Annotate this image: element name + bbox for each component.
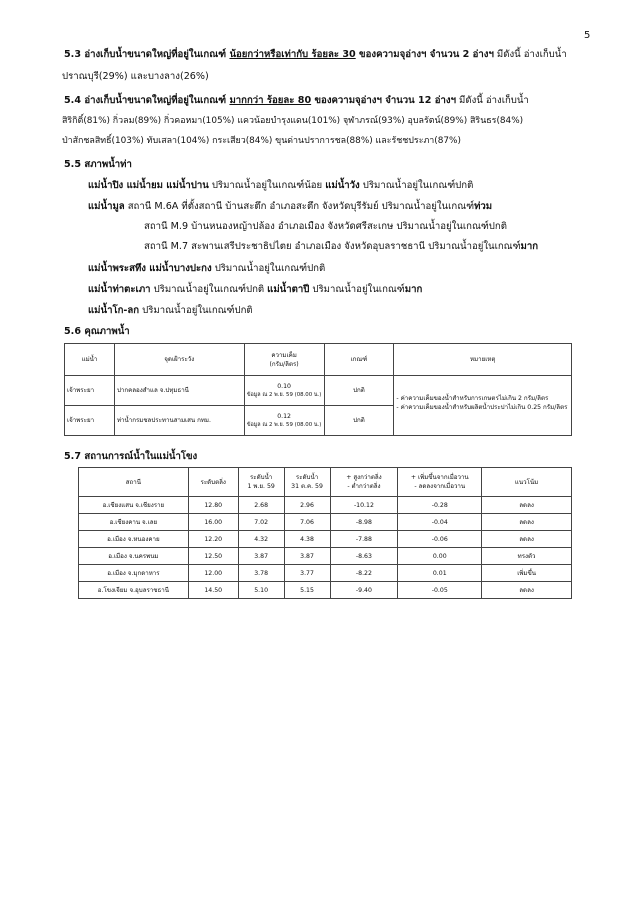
table-cell: อ.โขงเจียม จ.อุบลราชธานี	[79, 582, 189, 599]
mekong-table	[78, 467, 572, 599]
table-row	[79, 514, 572, 531]
cell-point: ปากคลองสำแล จ.ปทุมธานี	[114, 376, 244, 406]
section-5-3-line1	[64, 48, 567, 61]
flow-line-5: แม่น้ำพระสทึง แม่น้ำบางปะกง ปริมาณน้ำอยู่ในเกณฑ์ปกติ	[88, 263, 326, 274]
flow-line-3: สถานี M.9 บ้านหนองหญ้าปล้อง อำเภอเมือง จังหวัดศรีสะเกษ ปริมาณน้ำอยู่ในเกณฑ์ปกติ	[144, 221, 507, 232]
col-level-2: ระดับน้ำ 31 ต.ค. 59	[284, 468, 330, 497]
col-change: + เพิ่มขึ้นจากเมื่อวาน - ลดลงจากเมื่อวาน	[398, 468, 482, 497]
section-5-4-line1	[64, 94, 529, 107]
cell-point: ท่าน้ำกรมชลประทานสามเสน กทม.	[114, 406, 244, 436]
cell-notes: - ค่าความเค็มของน้ำสำหรับการเกษตรไม่เกิน 2 กรัม/ลิตร - ค่าความเค็มของน้ำสำหรับผลิตน้ำประปาไม่เกิน 0.25 กรัม/ลิตร	[394, 376, 572, 436]
table-cell: 0.01	[398, 565, 482, 582]
col-bank-level: ระดับตลิ่ง	[188, 468, 238, 497]
table-cell: 3.78	[238, 565, 284, 582]
s54-c: ของความจุอ่างฯ จำนวน 12 อ่างฯ	[311, 95, 456, 106]
col-trend: แนวโน้ม	[482, 468, 572, 497]
table-cell: -0.04	[398, 514, 482, 531]
table-cell: 12.00	[188, 565, 238, 582]
section-5-6-title: 5.6 คุณภาพน้ำ	[64, 326, 130, 337]
table-cell: -9.40	[330, 582, 398, 599]
col-level-1: ระดับน้ำ 1 พ.ย. 59	[238, 468, 284, 497]
table-cell: 0.00	[398, 548, 482, 565]
table-cell: 4.32	[238, 531, 284, 548]
table-cell: 2.68	[238, 497, 284, 514]
table-cell: ลดลง	[482, 582, 572, 599]
section-5-7-title: 5.7 สถานการณ์น้ำในแม่น้ำโขง	[64, 451, 198, 462]
table-cell: 3.77	[284, 565, 330, 582]
page-number: 5	[584, 30, 591, 41]
water-quality-table	[64, 343, 572, 436]
table-cell: 7.02	[238, 514, 284, 531]
cell-criteria: ปกติ	[324, 376, 394, 406]
table-cell: -8.98	[330, 514, 398, 531]
s53-d: มีดังนี้ อ่างเก็บน้ำ	[493, 49, 567, 60]
table-cell: 2.96	[284, 497, 330, 514]
table-cell: -0.06	[398, 531, 482, 548]
section-5-5-title: 5.5 สภาพน้ำท่า	[64, 159, 132, 170]
flow-line-4: สถานี M.7 สะพานเสรีประชาธิปไตย อำเภอเมือง จังหวัดอุบลราชธานี ปริมาณน้ำอยู่ในเกณฑ์มาก	[144, 241, 539, 252]
table-row	[65, 376, 572, 406]
cell-criteria: ปกติ	[324, 406, 394, 436]
table-cell: 16.00	[188, 514, 238, 531]
col-station: สถานี	[79, 468, 189, 497]
table-row	[79, 582, 572, 599]
col-river: แม่น้ำ	[65, 344, 115, 376]
col-diff: + สูงกว่าตลิ่ง - ต่ำกว่าตลิ่ง	[330, 468, 398, 497]
table-cell: 4.38	[284, 531, 330, 548]
table-cell: ลดลง	[482, 514, 572, 531]
table-cell: 3.87	[238, 548, 284, 565]
table-cell: อ.เชียงแสน จ.เชียงราย	[79, 497, 189, 514]
table-cell: -0.05	[398, 582, 482, 599]
col-criteria: เกณฑ์	[324, 344, 394, 376]
s54-b: มากกว่า ร้อยละ 80	[229, 95, 312, 106]
table-cell: ทรงตัว	[482, 548, 572, 565]
s53-b: น้อยกว่าหรือเท่ากับ ร้อยละ 30	[229, 49, 356, 60]
table-cell: ลดลง	[482, 497, 572, 514]
table-row	[79, 497, 572, 514]
col-point: จุดเฝ้าระวัง	[114, 344, 244, 376]
table-cell: 3.87	[284, 548, 330, 565]
table-row	[79, 531, 572, 548]
flow-line-2: แม่น้ำมูล สถานี M.6A ที่ตั้งสถานี บ้านสะตึก อำเภอสะตึก จังหวัดบุรีรัมย์ ปริมาณน้ำอยู่ในเกณฑ์ท่วม	[88, 201, 493, 212]
table-cell: อ.เชียงคาน จ.เลย	[79, 514, 189, 531]
table-cell: 5.10	[238, 582, 284, 599]
table-header	[79, 468, 572, 497]
table-cell: -10.12	[330, 497, 398, 514]
cell-river: เจ้าพระยา	[65, 376, 115, 406]
flow-line-6: แม่น้ำท่าตะเภา ปริมาณน้ำอยู่ในเกณฑ์ปกติ แม่น้ำตาปี ปริมาณน้ำอยู่ในเกณฑ์มาก	[88, 284, 423, 295]
table-cell: -8.63	[330, 548, 398, 565]
table-cell: 5.15	[284, 582, 330, 599]
table-cell: 12.80	[188, 497, 238, 514]
section-5-4-line2: สิริกิติ์(81%) กิ่วลม(89%) กิ่วคอหมา(105%) แควน้อยบำรุงแดน(101%) จุฬาภรณ์(93%) อุบลรัตน์(89%) สิรินธร(84%)	[62, 116, 524, 126]
table-cell: 7.06	[284, 514, 330, 531]
table-cell: เพิ่มขึ้น	[482, 565, 572, 582]
col-salinity: ความเค็ม (กรัม/ลิตร)	[244, 344, 324, 376]
table-cell: -7.88	[330, 531, 398, 548]
s53-c: ของความจุอ่างฯ จำนวน 2 อ่างฯ	[355, 49, 494, 60]
flow-line-7: แม่น้ำโก-ลก ปริมาณน้ำอยู่ในเกณฑ์ปกติ	[88, 305, 253, 316]
cell-salinity: 0.12 ข้อมูล ณ 2 พ.ย. 59 (08.00 น.)	[244, 406, 324, 436]
section-5-3-line2: ปราณบุรี(29%) และบางลาง(26%)	[62, 71, 209, 82]
s53-a: 5.3 อ่างเก็บน้ำขนาดใหญ่ที่อยู่ในเกณฑ์	[64, 49, 230, 60]
table-cell: 12.20	[188, 531, 238, 548]
table-cell: -8.22	[330, 565, 398, 582]
table-cell: อ.เมือง จ.นครพนม	[79, 548, 189, 565]
table-cell: อ.เมือง จ.มุกดาหาร	[79, 565, 189, 582]
table-cell: อ.เมือง จ.หนองคาย	[79, 531, 189, 548]
table-cell: -0.28	[398, 497, 482, 514]
cell-river: เจ้าพระยา	[65, 406, 115, 436]
table-cell: ลดลง	[482, 531, 572, 548]
s54-a: 5.4 อ่างเก็บน้ำขนาดใหญ่ที่อยู่ในเกณฑ์	[64, 95, 230, 106]
table-row	[79, 565, 572, 582]
table-cell: 12.50	[188, 548, 238, 565]
section-5-4-line3: ป่าสักชลสิทธิ์(103%) ทับเสลา(104%) กระเสียว(84%) ขุนด่านปราการชล(88%) และรัชชประภา(87%)	[62, 136, 461, 146]
col-notes: หมายเหตุ	[394, 344, 572, 376]
table-header	[65, 344, 572, 376]
mekong-table-body	[79, 497, 572, 599]
flow-line-1: แม่น้ำปิง แม่น้ำยม แม่น้ำปาน ปริมาณน้ำอยู่ในเกณฑ์น้อย แม่น้ำวัง ปริมาณน้ำอยู่ในเกณฑ์ปกติ	[88, 180, 474, 191]
cell-salinity: 0.10 ข้อมูล ณ 2 พ.ย. 59 (08.00 น.)	[244, 376, 324, 406]
table-cell: 14.50	[188, 582, 238, 599]
s54-d: มีดังนี้ อ่างเก็บน้ำ	[455, 95, 529, 106]
table-row	[79, 548, 572, 565]
